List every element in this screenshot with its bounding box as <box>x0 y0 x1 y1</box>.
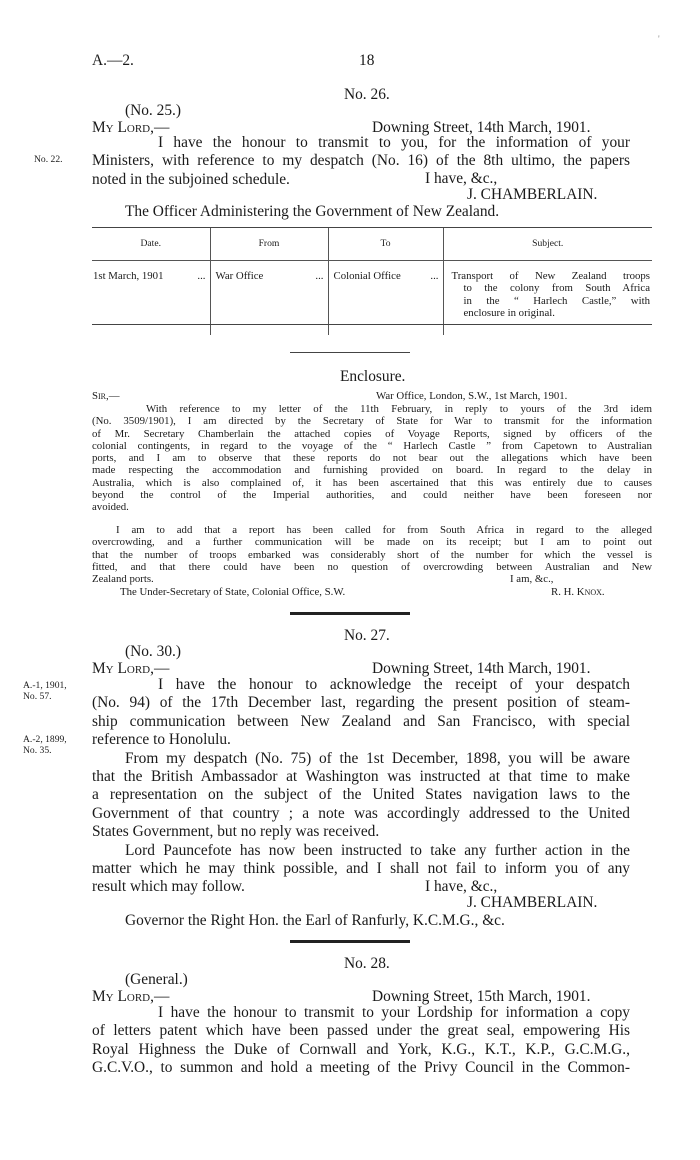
salutation-26: My Lord,— <box>92 119 170 136</box>
body-line: of letters patent which have been passed under the great seal, empowering His <box>92 1022 630 1040</box>
body-line: I have the honour to acknowledge the receipt of your despatch <box>158 676 630 693</box>
enclosure-signature: R. H. Knox. <box>551 586 605 598</box>
corner-mark: ' <box>658 34 660 45</box>
header-to: To <box>328 228 443 261</box>
body-line: ship communication between New Zealand and San Francisco, with special <box>92 712 630 730</box>
body-line: result which may follow. <box>92 878 245 896</box>
body-line: (No. 3509/1901), I am directed by the Secretary of State for War to transmit for the information <box>92 415 652 428</box>
enclosure-para-2 <box>92 524 652 585</box>
body-line: that the number of troops embarked was considerably short of the number for which the vessel is <box>92 548 652 561</box>
section-divider <box>290 940 410 943</box>
body-line: From my despatch (No. 75) of the 1st December, 1898, you will be aware <box>125 749 630 767</box>
addressee-26: The Officer Administering the Government of New Zealand. <box>125 203 500 220</box>
body-line: ports, and I am to observe that these reports do not bear out the allegations which have been <box>92 452 652 465</box>
cell-to: Colonial Office ... <box>328 261 443 336</box>
section-divider <box>290 352 410 353</box>
enclosure-para-1 <box>92 403 652 514</box>
body-line: colonial contingents, in regard to the voyage of the “ Harlech Castle ” from Capetown to Australian <box>92 439 652 452</box>
body-line: Royal Highness the Duke of Cornwall and York, K.G., K.T., K.P., G.C.M.G., <box>92 1040 630 1058</box>
margin-note-27b: A.-2, 1899, No. 35. <box>23 734 67 756</box>
margin-note-27a: A.-1, 1901, No. 57. <box>23 680 67 702</box>
body-line: (No. 94) of the 17th December last, regarding the present position of steam- <box>92 694 630 712</box>
place-date-26: Downing Street, 14th March, 1901. <box>372 119 591 136</box>
place-date-28: Downing Street, 15th March, 1901. <box>372 988 591 1005</box>
enclosure-place-date: War Office, London, S.W., 1st March, 1901. <box>376 390 568 402</box>
signature-26: J. CHAMBERLAIN. <box>467 186 598 203</box>
signature-27: J. CHAMBERLAIN. <box>467 894 598 911</box>
body-line: beyond the control of the Imperial authorities, and could neither have been foreseen nor <box>92 489 652 502</box>
body-line: Government of that country ; a note was accordingly addressed to the United <box>92 804 630 822</box>
body-line: overcrowding, and a further communication will be made on its receipt; but I am to point out <box>92 536 652 549</box>
body-line: reference to Honolulu. <box>92 731 231 749</box>
body-line: I am to add that a report has been called for from South Africa in regard to the alleged <box>116 524 652 536</box>
closing-27: I have, &c., <box>425 878 498 895</box>
salutation-28: My Lord,— <box>92 988 170 1005</box>
cell-subject: Transport of New Zealand troops to the colony from South Africa in the “ Harlech Castle,” with enclosure in original. <box>443 261 652 336</box>
section-divider <box>290 612 410 615</box>
body-line: Ministers, with reference to my despatch (No. 16) of the 8th ultimo, the papers <box>92 152 630 170</box>
body-line: I have the honour to transmit to you, for the information of your <box>158 134 630 151</box>
despatch-number-26: (No. 25.) <box>125 102 181 119</box>
enclosure-addressee: The Under-Secretary of State, Colonial Office, S.W. <box>120 586 346 598</box>
schedule-table <box>92 228 652 335</box>
enclosure-salutation: Sir,— <box>92 390 120 402</box>
place-date-27: Downing Street, 14th March, 1901. <box>372 660 591 677</box>
closing-26: I have, &c., <box>425 170 498 187</box>
document-reference: A.—2. <box>92 52 134 69</box>
despatch-number-28: (General.) <box>125 971 188 988</box>
enclosure-closing: I am, &c., <box>510 573 554 585</box>
body-line: Lord Pauncefote has now been instructed to take any further action in the <box>125 841 630 859</box>
body-line: I have the honour to transmit to your Lordship for information a copy <box>158 1004 630 1021</box>
despatch-heading-27: No. 27. <box>344 627 390 644</box>
header-subject: Subject. <box>443 228 652 261</box>
body-line: G.C.V.O., to summon and hold a meeting of the Privy Council in the Common- <box>92 1059 630 1077</box>
body-line: Australia, which is also complained of, it has been ascertained that this was entirely due to causes <box>92 476 652 489</box>
addressee-27: Governor the Right Hon. the Earl of Ranfurly, K.C.M.G., &c. <box>125 912 505 929</box>
body-line: made respecting the accommodation and furnishing provided on board. In regard to the delay in <box>92 464 652 477</box>
page-number: 18 <box>359 52 375 69</box>
body-line: matter which he may think possible, and I shall not fail to inform you of any <box>92 860 630 878</box>
margin-note-26: No. 22. <box>34 154 63 165</box>
cell-from: War Office ... <box>210 261 328 336</box>
body-line: fitted, and that there could have been no question of overcrowding between Australian and New <box>92 560 652 573</box>
cell-date: 1st March, 1901 ... <box>93 270 206 282</box>
table-bottom-rule <box>92 324 652 325</box>
body-line: With reference to my letter of the 11th February, in reply to yours of the 3rd idem <box>146 403 652 415</box>
body-line: of Mr. Secretary Chamberlain the attached copies of Voyage Reports, signed by officers of the <box>92 427 652 440</box>
despatch-number-27: (No. 30.) <box>125 643 181 660</box>
body-line: Zealand ports. <box>92 573 154 586</box>
salutation-27: My Lord,— <box>92 660 170 677</box>
enclosure-heading: Enclosure. <box>340 368 406 385</box>
body-line: that the British Ambassador at Washington was instructed at that time to make <box>92 768 630 786</box>
body-28 <box>92 1004 630 1078</box>
header-from: From <box>210 228 328 261</box>
body-26 <box>92 134 630 189</box>
table-header-row <box>92 228 652 261</box>
despatch-heading-28: No. 28. <box>344 955 390 972</box>
body-27 <box>92 676 630 897</box>
despatch-heading-26: No. 26. <box>344 86 390 103</box>
body-line: noted in the subjoined schedule. <box>92 170 290 188</box>
header-date: Date. <box>92 228 210 261</box>
body-line: avoided. <box>92 501 129 514</box>
body-line: States Government, but no reply was received. <box>92 823 380 841</box>
body-line: a representation on the subject of the United States navigation laws to the <box>92 786 630 804</box>
